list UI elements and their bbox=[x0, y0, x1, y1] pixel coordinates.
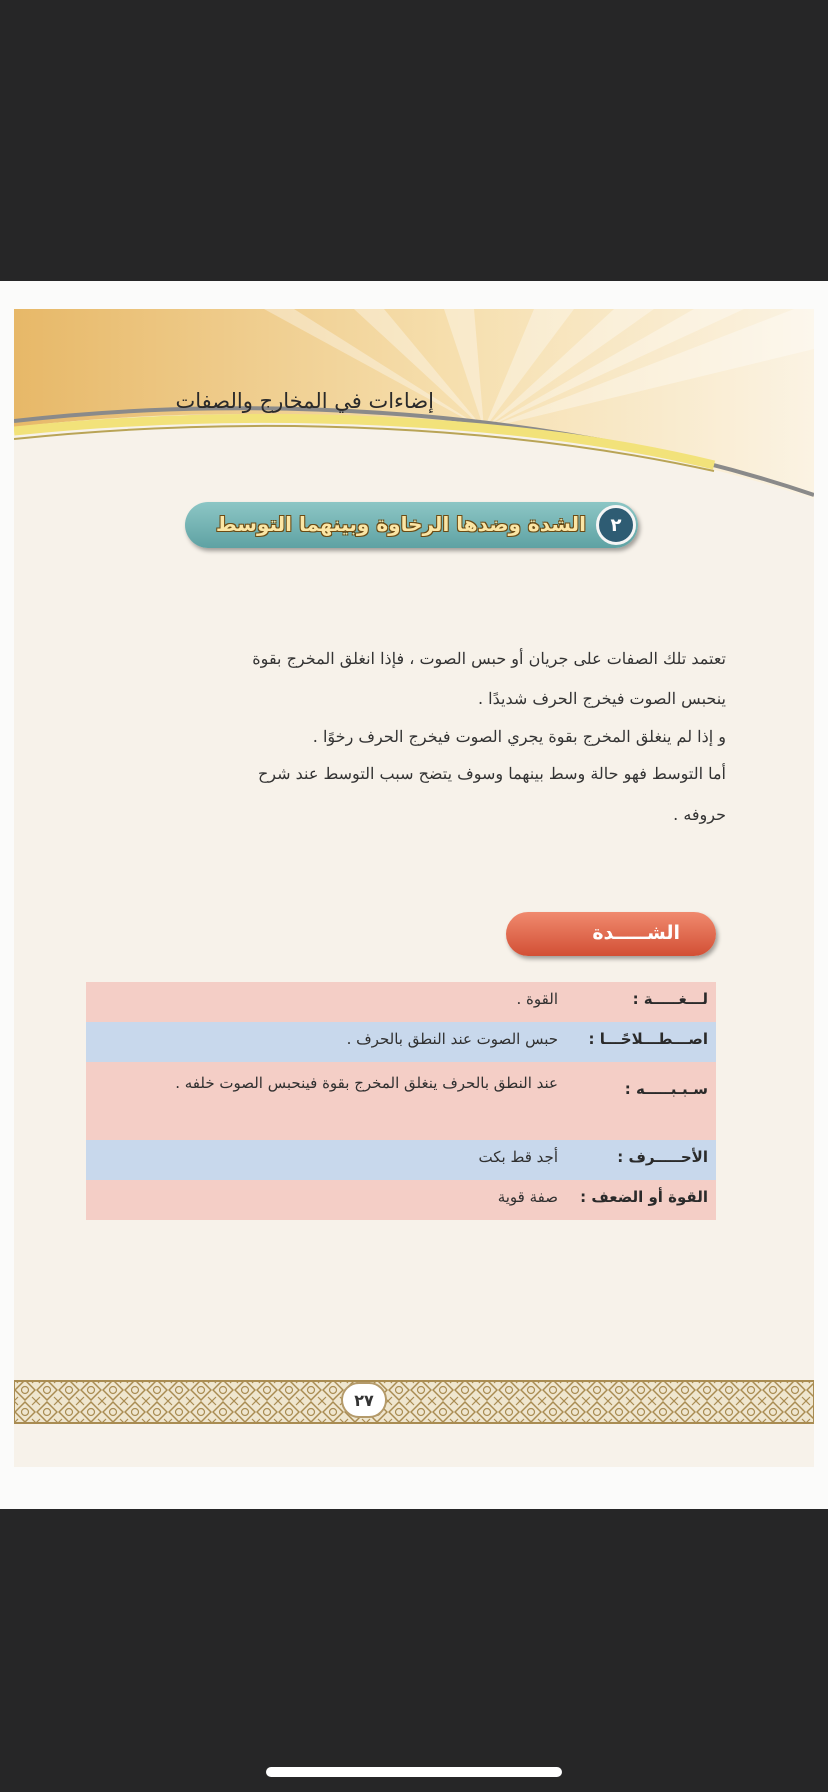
row-label: اصـــطـــلاحًـــا : bbox=[588, 1030, 708, 1048]
row-label: لـــغـــــة : bbox=[632, 990, 708, 1008]
row-value: أجد قط بكت bbox=[478, 1148, 558, 1166]
row-label: القوة أو الضعف : bbox=[580, 1188, 708, 1206]
definition-title: الشـــــدة bbox=[592, 922, 680, 944]
row-value: صفة قوية bbox=[497, 1188, 558, 1206]
bottom-dark-bar bbox=[0, 1509, 828, 1792]
body-paragraph-line-5: حروفه . bbox=[673, 805, 726, 824]
body-paragraph-line-1: تعتمد تلك الصفات على جريان أو حبس الصوت ، فإذا انغلق المخرج بقوة bbox=[252, 649, 726, 668]
home-indicator[interactable] bbox=[266, 1767, 562, 1777]
row-value: القوة . bbox=[516, 990, 558, 1008]
table-row bbox=[86, 982, 716, 1022]
table-row bbox=[86, 1140, 716, 1180]
running-header-title: إضاءات في المخارج والصفات bbox=[175, 389, 434, 413]
row-value: عند النطق بالحرف ينغلق المخرج بقوة فينحبس الصوت خلفه . bbox=[175, 1074, 558, 1092]
section-heading-pill bbox=[185, 502, 638, 548]
row-value: حبس الصوت عند النطق بالحرف . bbox=[346, 1030, 558, 1048]
footer-ornament bbox=[14, 1379, 814, 1425]
scanned-page bbox=[0, 281, 828, 1509]
section-title: الشدة وضدها الرخاوة وبينهما التوسط bbox=[215, 512, 586, 536]
top-dark-bar bbox=[0, 0, 828, 281]
table-row bbox=[86, 1062, 716, 1140]
body-paragraph-line-4: أما التوسط فهو حالة وسط بينهما وسوف يتضح سبب التوسط عند شرح bbox=[257, 764, 726, 783]
table-row bbox=[86, 1022, 716, 1062]
definition-heading-pill bbox=[506, 912, 716, 956]
page-number-badge: ٢٧ bbox=[341, 1382, 387, 1418]
row-label: سـبـبـــــه : bbox=[624, 1080, 708, 1098]
ornamental-border-graphic bbox=[14, 1379, 814, 1425]
section-number-badge: ٢ bbox=[596, 505, 636, 545]
row-label: الأحـــــرف : bbox=[617, 1148, 708, 1166]
book-page bbox=[14, 309, 814, 1467]
table-row bbox=[86, 1180, 716, 1220]
body-paragraph-line-2: ينحبس الصوت فيخرج الحرف شديدًا . bbox=[478, 689, 726, 708]
body-paragraph-line-3: و إذا لم ينغلق المخرج بقوة يجري الصوت فيخرج الحرف رخوًا . bbox=[312, 727, 726, 746]
header-banner bbox=[14, 309, 814, 509]
